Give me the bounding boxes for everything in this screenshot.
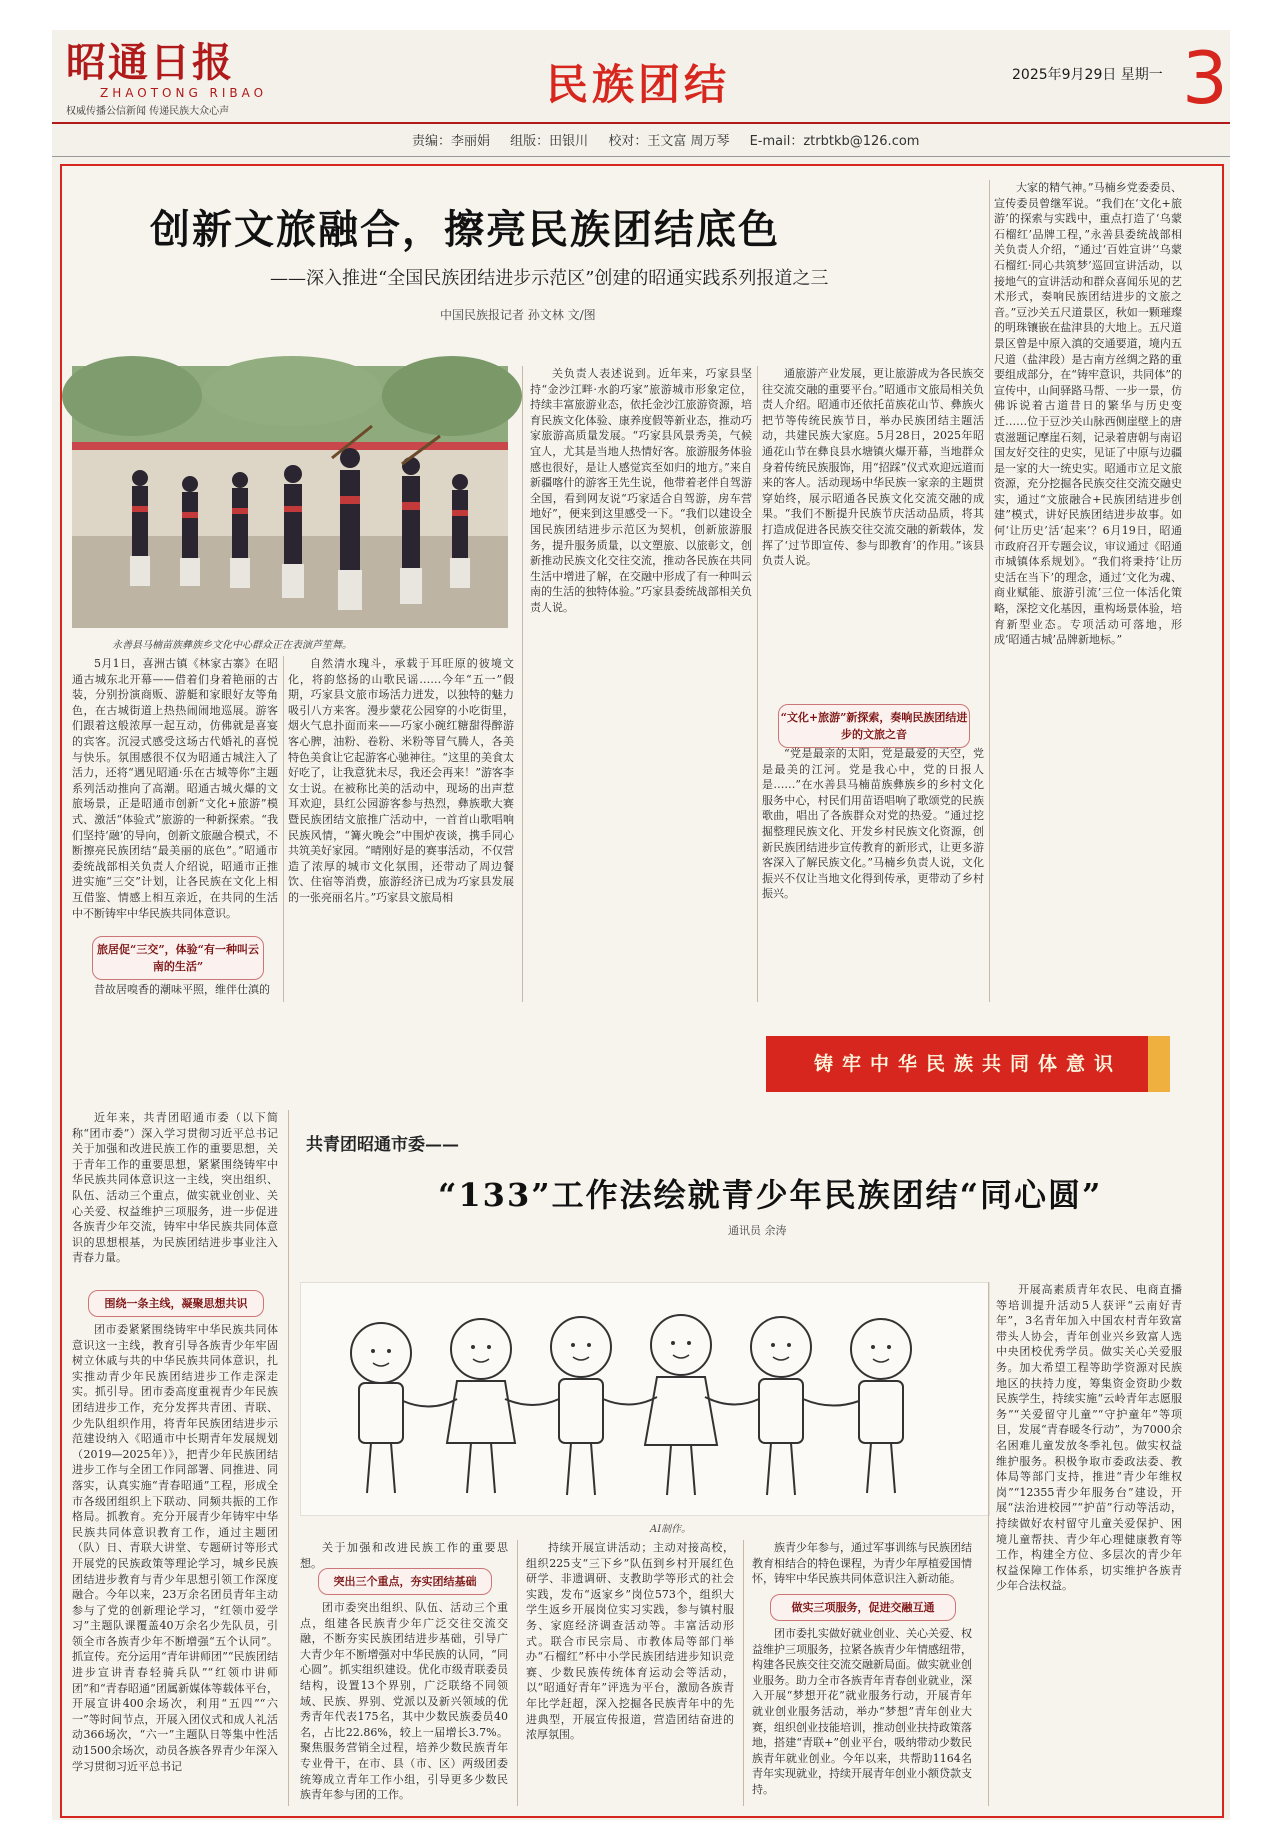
column-divider [288, 1110, 289, 1806]
article2-illustration-caption: AI制作。 [650, 1524, 692, 1535]
article1-photo [72, 366, 508, 628]
article2-col4-text: 族青少年参与，通过军事训练与民族团结教育相结合的特色课程，为青少年厚植爱国情怀，铸牢中华民族共同体意识注入新动能。 [752, 1541, 972, 1586]
page-number: 3 [1182, 36, 1228, 120]
article1-col1-text: 5月1日，喜洲古镇《林家古寨》在昭通古城东北开幕——借着们身着艳丽的古装，分别扮演商贩、游艇和家眼好友等角色，在古城街道上热热闹闹地巡展。游客们跟着这般浓厚一起互动，仿佛就是喜宴的宾客。沉浸式感受这场古代婚礼的喜悦与快乐。氛围感很不仅为昭通古城注入了活力，还将“遇见昭通·乐在古城等你”主题系列活动推向了高潮。昭通古城火爆的文旅场景，正是昭通市创新“文化+旅游”模式、激活“体验式”旅游的一种新探索。“我们坚持‘融’的导向，创新文旅融合模式，不断擦亮民族团结“最美丽的底色”。”昭通市委统战部相关负责人介绍说，昭通市正推进实施“三交”计划，让各民族在文化上相互借鉴、情感上相互亲近，在共同的生活中不断铸牢中华民族共同体意识。 [72, 657, 278, 920]
column-divider [743, 1540, 744, 1806]
article2-column-2b [300, 1600, 508, 1806]
article1-column-3 [530, 366, 752, 1002]
credit-proof: 校对：王文富 周万琴 [608, 134, 730, 149]
credit-email[interactable]: E-mail：ztrbtkb@126.com [749, 134, 920, 149]
article1-col4b-text: “党是最亲的太阳，党是最爱的天空，党是最美的江河。党是我心中，党的日报人是……”在水善县马楠苗族彝族乡的乡村文化服务中心，村民们用苗语唱响了歌颂党的民族歌曲，唱出了各族群众对党的热爱。“通过挖掘整理民族文化、开发乡村民族文化资源，创新民族团结进步宣传教育的新形式，让更多游客深入了解民族文化。”马楠乡负责人说，文化振兴不仅让当地文化得到传承，更带动了乡村振兴。 [762, 747, 984, 901]
article2-subhead-3: 做实三项服务，促进交融互通 [770, 1594, 956, 1621]
article2-illustration [300, 1282, 990, 1516]
article1-column-4b [762, 746, 984, 1002]
logo-chinese: 昭通日报 [66, 39, 234, 86]
article2-org-label: 共青团昭通市委—— [306, 1135, 459, 1155]
article2-subhead-2: 突出三个重点，夯实团结基础 [318, 1568, 492, 1595]
article2-headline: “133”工作法绘就青少年民族团结“同心圆” [438, 1176, 1103, 1214]
article2-column-3 [526, 1540, 734, 1806]
article1-photo-caption: 永善县马楠苗族彝族乡文化中心群众正在表演芦笙舞。 [112, 640, 352, 651]
article2-column-4b [752, 1626, 972, 1806]
article1-column-1 [72, 656, 278, 932]
article2-column-1 [72, 1110, 278, 1286]
article2-col4b-text: 团市委扎实做好就业创业、关心关爱、权益维护三项服务，拉紧各族青少年情感纽带，构建各民族交往交流交融新局面。做实就业创业服务。助力全市各族青年青春创业就业，深入开展“梦想开花”就业服务行动，开展青年就业创业服务活动，举办“梦想”青年创业大赛，组织创业技能培训，推动创业扶持政策落地，搭建“青联+”创业平台，吸纳带动少数民族青年就业创业。今年以来，共帮助1164名青年实现就业，持续开展青年创业小额贷款支持。 [752, 1627, 972, 1796]
article2-col5-text: 开展高素质青年农民、电商直播等培训提升活动5人获评“云南好青年”，3名青年加入中国农村青年致富带头人协会，青年创业兴乡致富人选中央团校优秀学员。做实关心关爱服务。加大希望工程等助学资源对民族地区的扶持力度，筹集资金资助少数民族学生，持续实施“云岭青年志愿服务”“关爱留守儿童”“守护童年”等项目，发展“青春暖冬行动”，为7000余名困难儿童发放冬季礼包。做实权益维护服务。积极争取市委政法委、教体局等部门支持，推进“青少年维权岗”“12355青少年服务台”建设，开展“法治进校园”“护苗”行动等活动，持续做好农村留守儿童关爱保护、困境儿童帮扶、青少年心理健康教育等工作，构建全方位、多层次的青少年权益保障工作体系，切实维护各族青少年合法权益。 [996, 1283, 1182, 1593]
column-divider [757, 366, 758, 1002]
banner-accent [1148, 1036, 1170, 1092]
column-divider [283, 656, 284, 1002]
article2-column-5 [996, 1282, 1182, 1806]
masthead [52, 30, 1230, 118]
issue-date: 2025年9月29日 星期一 [1012, 67, 1163, 83]
article1-column-5 [994, 180, 1182, 1002]
article1-subhead-2: “文化+旅游”新探索，奏响民族团结进步的文旅之音 [778, 704, 970, 748]
logo-english: ZHAOTONG RIBAO [100, 86, 268, 100]
section-title: 民族团结 [546, 60, 731, 109]
article1-col5-text: 大家的精气神。”马楠乡党委委员、宣传委员曾继军说。“我们在‘文化+旅游’的探索与实践中，重点打造了‘乌蒙石榴红’品牌工程，”永善县委统战部相关负责人介绍，“通过‘百姓宣讲’‘乌蒙石榴红·同心共筑梦’巡回宣讲活动，以接地气的宣讲活动和群众喜闻乐见的艺术形式，奏响民族团结进步的文旅之音。”豆沙关五尺道景区，秋如一颗璀璨的明珠镶嵌在盐津县的大地上。五尺道景区曾是中原入滇的交通要道，境内五尺道（盐津段）是古南方丝绸之路的重要组成部分，在“铸牢意识，共同体”的宣传中，山间驿路马帮、一步一景，仿佛诉说着古道昔日的繁华与历史变迁……位于豆沙关山脉西侧崖壁上的唐袁滋题记摩崖石刻，记录着唐朝与南诏国友好交往的史实，见证了中原与边疆是一家的大一统史实。昭通市立足文旅资源，充分挖掘各民族交往交流交融史实，通过“文旅融合+民族团结进步创建”模式，讲好民族团结进步故事。如何‘让历史’活‘起来’？6月19日，昭通市政府召开专题会议，审议通过《昭通市城镇体系规划》。“我们将秉持‘让历史活在当下’的理念，通过‘文化为魂、商业赋能、旅游引流’三位一体活化策略，深挖文化基因，重构场景体验，培育新型业态。专项活动可落地，形成‘昭通古城’品牌新地标。” [994, 181, 1182, 647]
credits-rule [52, 156, 1230, 157]
article2-column-1b [72, 1322, 278, 1806]
credit-editor: 责编：李丽娟 [412, 134, 491, 149]
newspaper-logo [66, 40, 267, 117]
column-divider [989, 180, 990, 1002]
article1-column-2 [288, 656, 514, 1002]
article1-column-4 [762, 366, 984, 698]
article1-column-1b [72, 982, 278, 1002]
masthead-rule [52, 122, 1230, 124]
editorial-credits [412, 130, 935, 149]
article2-col3-text: 持续开展宣讲活动；主动对接高校，组织225支“三下乡”队伍到乡村开展红色研学、非遗调研、支教助学等形式的社会实践，发布“返家乡”岗位573个，组织大学生返乡开展岗位实习实践，参与镇村服务、家庭经济调查活动等。丰富活动形式。联合市民宗局、市教体局等部门举办“石榴红”杯中小学民族团结进步知识竞赛、少数民族传统体育运动会等活动，以“昭通好青年”评选为平台，激励各族青年比学赶超，深入挖掘各民族青年中的先进典型，开展宣传报道，营造团结奋进的浓厚氛围。 [526, 1541, 734, 1742]
article1-col2-text: 自然清水瑰斗，承载于耳旺原的彼境文化，将韵悠扬的山歌民谣……今年“五一”假期，巧家县文旅市场活力迸发，以独特的魅力吸引八方来客。漫步蒙花公园穿的小吃街里，烟火气息扑面而来——巧家小碗红糖甜得醉游客心脾，油粉、卷粉、米粉等冒气腾人，各美特色美食让它起游客心驰神往。“这里的美食太好吃了，让我意犹未尽，我还会再来！”游客李女士说。在被称比美的活动中，现场的出声惹耳欢迎，县红公园游客参与热烈，彝族歌大赛暨民族团结文旅推广活动中，一首首山歌唱响民族风情，“篝火晚会”中围炉夜谈，携手同心共筑美好家园。“晴刚好是的赛事活动，不仅营造了浓厚的城市文化氛围，还带动了周边餐饮、住宿等消费，旅游经济已成为巧家县发展的一张亮丽名片。”巧家县文旅局相 [288, 657, 514, 904]
article2-byline: 通讯员 余涛 [728, 1224, 787, 1237]
article2-col2-text: 关于加强和改进民族工作的重要思想。 [300, 1541, 508, 1570]
column-divider [988, 1282, 989, 1806]
credit-layout: 组版：田银川 [510, 134, 589, 149]
article1-subheadline: ——深入推进“全国民族团结进步示范区”创建的昭通实践系列报道之三 [270, 268, 829, 289]
article1-subhead-1: 旅居促“三交”，体验“有一种叫云南的生活” [92, 936, 264, 980]
column-divider [517, 1540, 518, 1806]
logo-slogan: 权威传播公信新闻 传递民族大众心声 [66, 106, 230, 117]
theme-banner: 铸牢中华民族共同体意识 [766, 1036, 1170, 1092]
article1-col4-text: 通旅游产业发展，更让旅游成为各民族交往交流交融的重要平台。”昭通市文旅局相关负责人介绍。昭通市还依托苗族花山节、彝族火把节等传统民族节日，举办民族团结主题活动，共建民族大家庭。5月28日，2025年昭通花山节在彝良县水塘镇火爆开幕，当地群众身着传统民族服饰，用“招踩”仪式欢迎远道而来的客人。活动现场中华民族一家亲的主题贯穿始终，展示昭通各民族文化交流交融的成果。“我们不断提升民族节庆活动品质，将其打造成促进各民族交往交流交融的新载体，发挥了‘过节即宣传、参与即教育’的作用。”该县负责人说。 [762, 367, 984, 568]
article2-column-4 [752, 1540, 972, 1590]
column-divider [522, 366, 523, 1002]
article2-col2b-text: 团市委突出组织、队伍、活动三个重点，组建各民族青少年广泛交往交流交融，不断夯实民族团结进步基础，引导广大青少年不断增强对中华民族的认同，“同心圆”。抓实组织建设。优化市级青联委员结构，设置13个界别，广泛联络不同领域、民族、界别、党派以及新兴领域的优秀青年代表175名，其中少数民族委员40名，占比22.86%，较上一届增长3.7%。聚焦服务营销全过程，培养少数民族青年专业骨干，在市、县（市、区）两级团委统筹成立青年工作小组，引导更多少数民族青年参与团的工作。 [300, 1601, 508, 1802]
dancers-photo-illustration [72, 366, 508, 628]
article1-col1b-text: 昔故居嗅香的潮味平照，维伴仕滇的 [94, 983, 270, 996]
article2-subhead-1: 围绕一条主线，凝聚思想共识 [88, 1290, 264, 1317]
article1-headline: 创新文旅融合，擦亮民族团结底色 [150, 206, 780, 253]
article2-column-2 [300, 1540, 508, 1570]
article1-col3-text: 关负责人表述说到。近年来，巧家县坚持“金沙江畔·水韵巧家”旅游城市形象定位，持续丰富旅游业态，依托金沙江旅游资源，培育民族文化体验、康养度假等新业态，推动巧家旅游高质量发展。“巧家县风景秀美，气候宜人，尤其是当地人热情好客。旅游服务体验感也很好，是让人感觉宾至如归的地方。”来自新疆喀什的游客王先生说，他带着老伴自驾游全国，看到网友说“巧家适合自驾游，房车营地好”，便来到这里感受一下。“我们以建设全国民族团结进步示范区为契机，创新旅游服务，提升服务质量，以文塑旅、以旅彰文，创新推动民族文化交往交流，推动各民族在共同生活中增进了解，在交融中形成了有一种叫云南的生活的独特体验。”巧家县委统战部相关负责人说。 [530, 367, 752, 614]
children-holding-hands-illustration [301, 1283, 989, 1515]
article2-col1-text: 近年来，共青团昭通市委（以下简称“团市委”）深入学习贯彻习近平总书记关于加强和改进民族工作的重要思想，关于青年工作的重要思想，紧紧围绕铸牢中华民族共同体意识这一主线，突出组织、队伍、活动三个重点，做实就业创业、关心关爱、权益维护三项服务，进一步促进各族青少年交流，铸牢中华民族共同体意识的思想根基，为民族团结进步事业注入青春力量。 [72, 1111, 278, 1265]
article1-byline: 中国民族报记者 孙文林 文/图 [440, 308, 596, 322]
article2-col1b-text: 团市委紧紧围绕铸牢中华民族共同体意识这一主线，教育引导各族青少年牢固树立休戚与共的中华民族共同体意识，扎实推动青少年民族团结进步工作走深走实。抓引导。团市委高度重视青少年民族团结进步工作，充分发挥共青团、青联、少先队组织作用，将青年民族团结进步示范建设纳入《昭通市中长期青年发展规划（2019—2025年）》，把青少年民族团结进步工作与全团工作同部署、同推进、同落实，认真实施“青春昭通”工程，形成全市各级团组织上下联动、同频共振的工作格局。抓教育。充分开展青少年铸牢中华民族共同体意识教育工作，通过主题团（队）日、青联大讲堂、专题研讨等形式开展党的民族政策等理论学习，城乡民族团结进步教育与青少年思想引领工作深度融合。今年以来，23万余名团员青年主动参与了党的创新理论学习，“红领巾爱学习”主题队课覆盖40万余名少先队员，引领全市各族青少年不断增强“五个认同”。抓宣传。充分运用“青年讲师团”“民族团结进步宣讲青春轻骑兵队”“红领巾讲师团”和“青春昭通”团属新媒体等载体平台，开展宣讲400余场次，利用“五四”“六一”等时间节点，开展入团仪式和成人礼活动366场次，“六一”主题队日等集中性活动1500余场次，动员各族各界青少年深入学习贯彻习近平总书记 [72, 1323, 278, 1773]
